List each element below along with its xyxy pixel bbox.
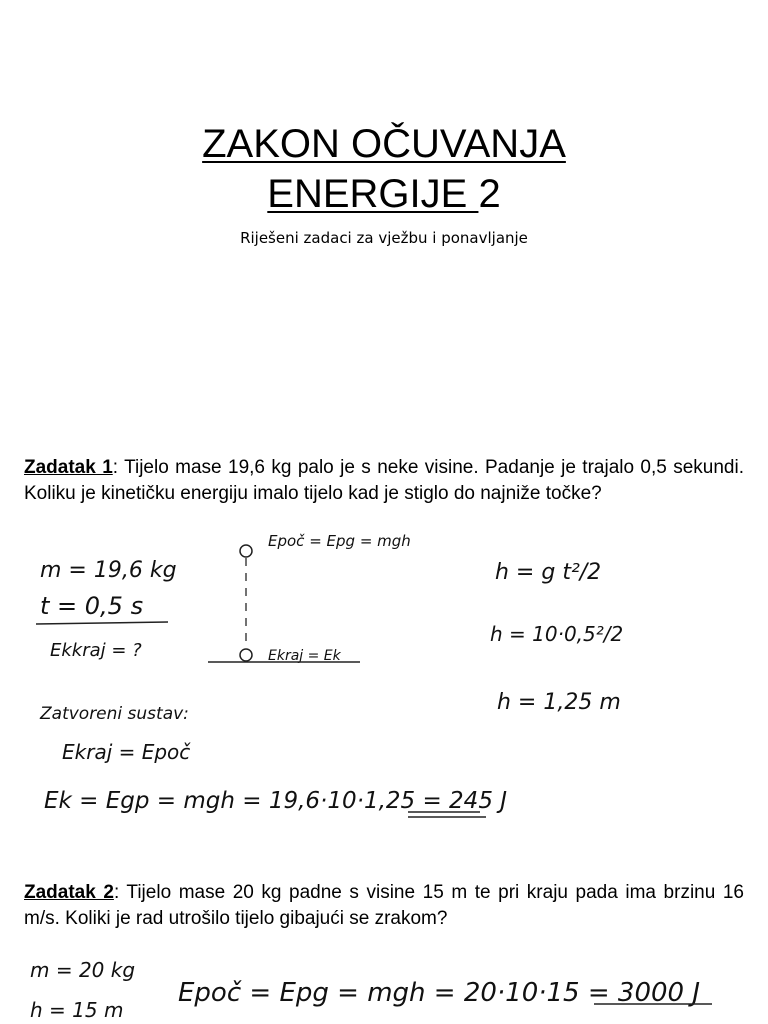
formula-h-substituted: h = 10·0,5²/2: [490, 622, 624, 646]
document-subtitle: Riješeni zadaci za vježbu i ponavljanje: [240, 229, 528, 247]
task-2-given-height: h = 15 m: [30, 998, 124, 1022]
task-1-result: Ek = Egp = mgh = 19,6·10·1,25 = 245 J: [44, 788, 508, 814]
task-1-text: : Tijelo mase 19,6 kg palo je s neke visine. Padanje je trajalo 0,5 sekundi. Koliku je kinetičku energiju imalo tijelo kad je stiglo do najniže točke?: [24, 457, 744, 504]
energy-equality: Ekraj = Epoč: [62, 740, 191, 764]
task-1-label: Zadatak 1: [24, 457, 113, 478]
closed-system-label: Zatvoreni sustav:: [40, 704, 189, 724]
task-2-label: Zadatak 2: [24, 882, 114, 903]
task-2-given-mass: m = 20 kg: [30, 958, 136, 982]
task-2-statement: [24, 880, 744, 932]
task-2-result: Epoč = Epg = mgh = 20·10·15 = 3000 J: [178, 978, 701, 1008]
task-1-given-mass: m = 19,6 kg: [40, 558, 177, 583]
formula-h-result: h = 1,25 m: [497, 690, 621, 715]
task-1-statement: [24, 455, 744, 507]
task-2-text: : Tijelo mase 20 kg padne s visine 15 m te pri kraju pada ima brzinu 16 m/s. Koliki je rad utrošilo tijelo gibajući se zrakom?: [24, 882, 744, 929]
diagram-bottom-label: Ekraj = Ek: [268, 648, 341, 664]
given-separator-line: [36, 622, 168, 624]
document-title-line2: [0, 168, 768, 220]
body-bottom-circle: [240, 649, 252, 661]
body-top-circle: [240, 545, 252, 557]
formula-h-general: h = g t²/2: [495, 560, 602, 585]
task-1-given-time: t = 0,5 s: [40, 592, 144, 620]
document-title-line1: [0, 118, 768, 170]
title-text-1: ZAKON OČUVANJA: [202, 122, 566, 166]
task-1-unknown: Ekkraj = ?: [50, 640, 142, 661]
diagram-top-label: Epoč = Epg = mgh: [268, 532, 411, 550]
title-number: 2: [478, 172, 501, 216]
title-text-2: ENERGIJE: [267, 172, 479, 216]
